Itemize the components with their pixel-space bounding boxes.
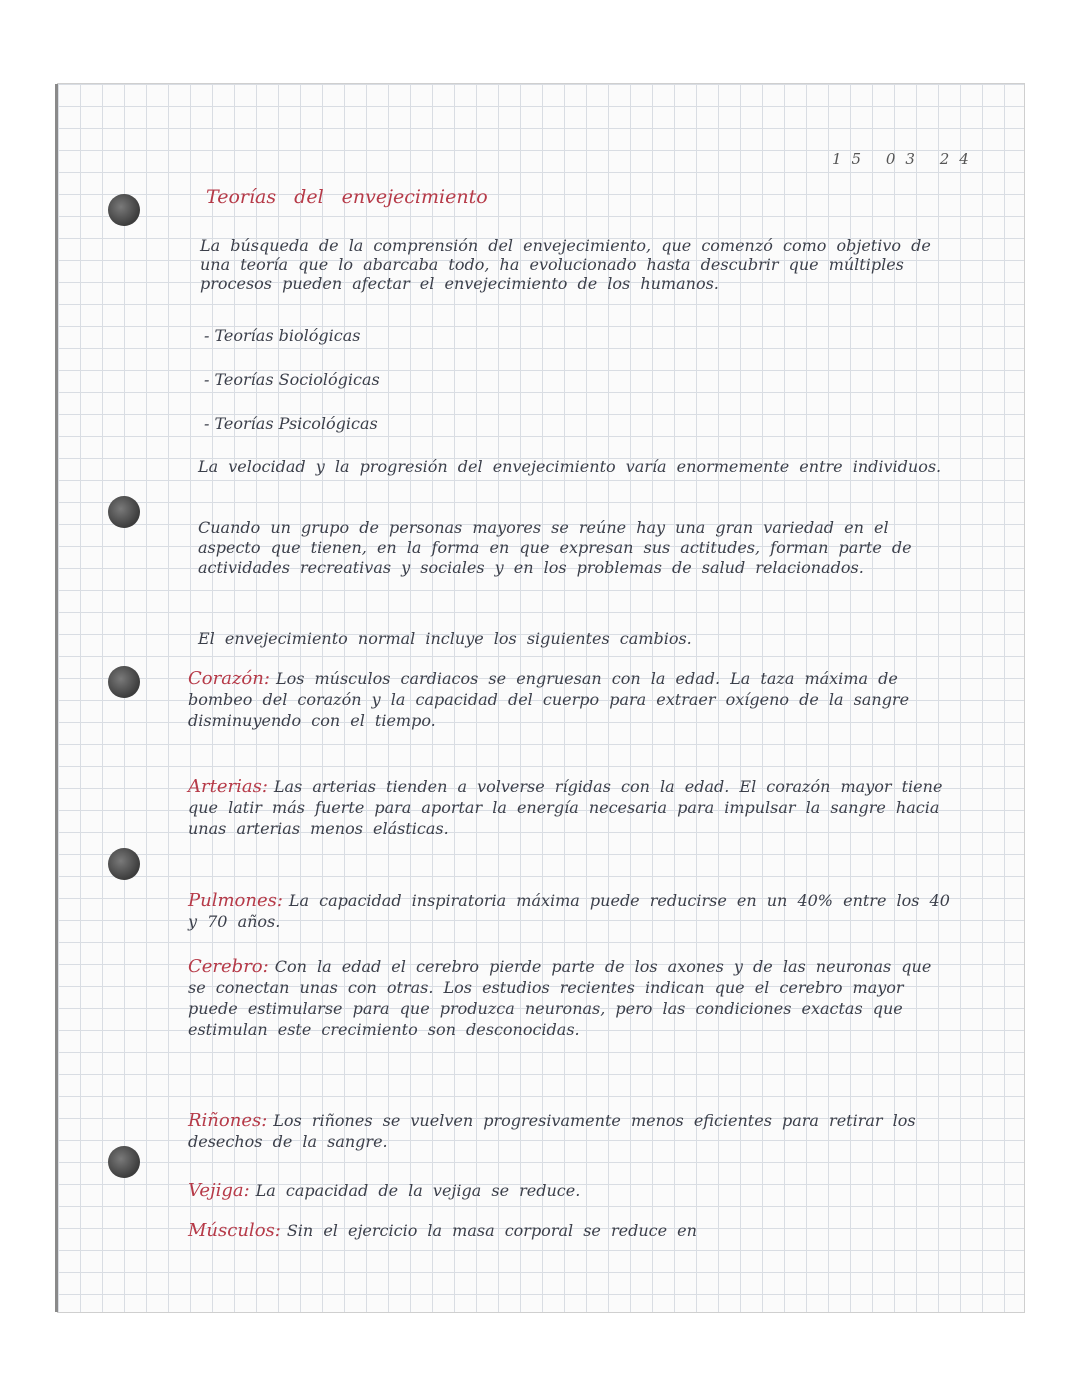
organ-text: Con la edad el cerebro pierde parte de los axones y de las neuronas que se conectan unas con otras. Los estudios recientes indican que el cerebro mayor puede estimularse para que produzca neuronas, pero las condiciones exactas que estimulan este crecimiento son desconocidas. [188, 957, 932, 1039]
groups-paragraph: Cuando un grupo de personas mayores se reúne hay una gran variedad en el aspecto que tienen, en la forma en que expresan sus actitudes, forman parte de actividades recreativas y sociales y en los problemas de salud relacionados. [198, 518, 912, 577]
organ-text: Los músculos cardiacos se engruesan con la edad. La taza máxima de bombeo del corazón y la capacidad del cuerpo para extraer oxígeno de la sangre disminuyendo con el tiempo. [188, 669, 910, 730]
organ-section-muscles [188, 1220, 956, 1241]
organ-section-arteries [188, 776, 956, 839]
binder-hole [108, 496, 140, 528]
theory-item-biological: - Teorías biológicas [204, 326, 361, 345]
organ-label: Cerebro: [188, 956, 269, 977]
organ-label: Vejiga: [188, 1180, 250, 1201]
intro-paragraph: La búsqueda de la comprensión del envejecimiento, que comenzó como objetivo de una teoría que lo abarcaba todo, ha evolucionado hasta descubrir que múltiples procesos pueden afectar el envejecimiento de los humanos. [200, 236, 931, 293]
page-title: Teorías del envejecimiento [206, 186, 488, 208]
organ-text: Sin el ejercicio la masa corporal se reduce en [286, 1221, 697, 1240]
theory-item-psychological: - Teorías Psicológicas [204, 414, 378, 433]
organ-text: La capacidad inspiratoria máxima puede reducirse en un 40% entre los 40 y 70 años. [188, 891, 950, 931]
organ-label: Arterias: [188, 776, 268, 797]
binder-hole [108, 1146, 140, 1178]
organ-section-brain [188, 956, 956, 1040]
organ-text: La capacidad de la vejiga se reduce. [255, 1181, 581, 1200]
organ-text: Los riñones se vuelven progresivamente menos eficientes para retirar los desechos de la sangre. [188, 1111, 916, 1151]
binder-hole [108, 848, 140, 880]
organ-section-kidneys [188, 1110, 956, 1152]
organ-label: Músculos: [188, 1220, 281, 1241]
normal-aging-paragraph: El envejecimiento normal incluye los siguientes cambios. [198, 629, 692, 648]
organ-label: Riñones: [188, 1110, 268, 1131]
organ-section-heart [188, 668, 956, 731]
organ-section-lungs [188, 890, 956, 932]
organ-section-bladder [188, 1180, 956, 1201]
theory-item-sociological: - Teorías Sociológicas [204, 370, 380, 389]
velocity-paragraph: La velocidad y la progresión del envejecimiento varía enormemente entre individuos. [198, 457, 942, 476]
page-date: 15 03 24 [832, 150, 979, 168]
organ-text: Las arterias tienden a volverse rígidas con la edad. El corazón mayor tiene que latir más fuerte para aportar la energía necesaria para impulsar la sangre hacia unas arterias menos elásticas. [188, 777, 943, 838]
binder-hole [108, 666, 140, 698]
organ-label: Pulmones: [188, 890, 283, 911]
binder-hole [108, 194, 140, 226]
organ-label: Corazón: [188, 668, 270, 689]
